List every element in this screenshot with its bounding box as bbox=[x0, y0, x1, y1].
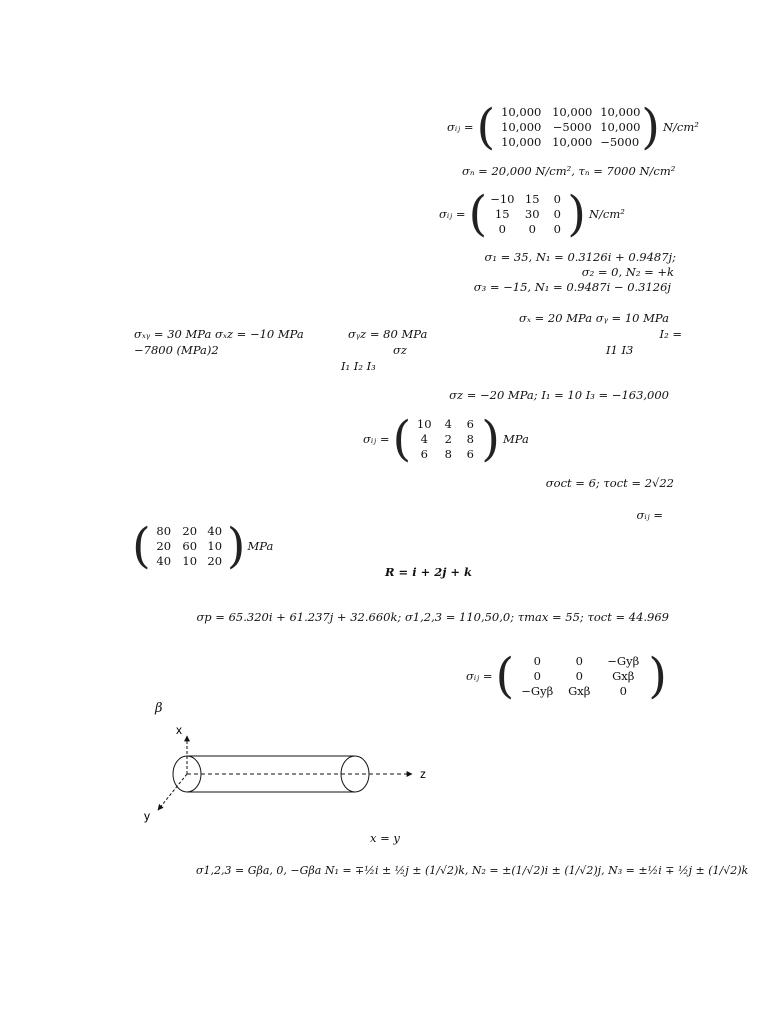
matrix-grid: 80 20 40 20 60 10 40 10 20 bbox=[156, 524, 223, 568]
answer-2-line1: σ₁ = 35, N₁ = 0.3126i + 0.9487j; bbox=[484, 250, 676, 264]
problem-3-i2-value: −7800 (MPa)2 bbox=[134, 343, 219, 357]
vector-r: R = i + 2j + k bbox=[385, 565, 472, 579]
problem-3-sigma-z: σz bbox=[393, 343, 407, 357]
stress-matrix-2: σᵢⱼ = ( −10 15 0 15 30 0 0 0 0 ) N/cm² bbox=[439, 186, 625, 242]
matrix-unit: MPa bbox=[247, 539, 274, 553]
y-axis bbox=[158, 774, 187, 810]
problem-3-i1-i3: I1 I3 bbox=[606, 343, 634, 357]
answer-2-line2: σ₂ = 0, N₂ = +k bbox=[581, 265, 674, 279]
problem-3-left: σₓᵧ = 30 MPa σₓz = −10 MPa bbox=[134, 327, 304, 341]
matrix-lhs: σᵢⱼ = bbox=[466, 669, 493, 683]
answer-6: σ1,2,3 = Gβa, 0, −Gβa N₁ = ∓½i ± ½j ± (1/√2)k, N₂ = ±(1/√2)i ± (1/√2)j, N₃ = ±½i ∓ ½j ± (1/√2)k bbox=[196, 864, 749, 877]
stress-matrix-1: σᵢⱼ = ( 10,000 10,000 10,000 10,000 −5000 10,000 10,000 10,000 −5000 ) N/cm² bbox=[447, 99, 699, 155]
answer-4: σoct = 6; τoct = 2√22 bbox=[545, 476, 674, 490]
answer-2-line3: σ₃ = −15, N₁ = 0.9487i − 0.3126j bbox=[473, 280, 671, 294]
matrix-grid: 10,000 10,000 10,000 10,000 −5000 10,000 10,000 10,000 −5000 bbox=[501, 105, 641, 149]
x-eq-y: x = y bbox=[370, 831, 400, 845]
matrix-lhs: σᵢⱼ = bbox=[363, 432, 390, 446]
matrix-grid: 0 0 −Gyβ 0 0 Gxβ −Gyβ Gxβ 0 bbox=[521, 654, 640, 698]
answer-5: σp = 65.320i + 61.237j + 32.660k; σ1,2,3 = 110,50,0; τmax = 55; τoct = 44.969 bbox=[196, 610, 669, 624]
problem-3-invariants: I₁ I₂ I₃ bbox=[341, 359, 376, 373]
stress-matrix-6: σᵢⱼ = ( 0 0 −Gyβ 0 0 Gxβ −Gyβ Gxβ 0 ) bbox=[466, 648, 667, 704]
problem-3-mid: σᵧz = 80 MPa bbox=[348, 327, 428, 341]
matrix-lhs: σᵢⱼ = bbox=[447, 120, 474, 134]
answer-1: σₙ = 20,000 N/cm², τₙ = 7000 N/cm² bbox=[462, 164, 676, 178]
beta-label: β bbox=[155, 701, 163, 716]
axis-y-label: y bbox=[144, 809, 150, 823]
matrix-unit: N/cm² bbox=[588, 207, 625, 221]
problem-3-i2-label: I₂ = bbox=[659, 327, 682, 341]
matrix-grid: −10 15 0 15 30 0 0 0 0 bbox=[490, 192, 561, 236]
matrix-5-lhs: σᵢⱼ = bbox=[636, 508, 663, 522]
matrix-lhs: σᵢⱼ = bbox=[439, 207, 466, 221]
matrix-unit: N/cm² bbox=[662, 120, 699, 134]
stress-matrix-5: ( 80 20 40 20 60 10 40 10 20 ) MPa bbox=[132, 518, 274, 574]
axis-z-label: z bbox=[420, 767, 426, 781]
stress-matrix-4: σᵢⱼ = ( 10 4 6 4 2 8 6 8 6 ) MPa bbox=[363, 411, 529, 467]
axis-x-label: x bbox=[176, 723, 182, 737]
matrix-grid: 10 4 6 4 2 8 6 8 6 bbox=[416, 417, 474, 461]
answer-3: σz = −20 MPa; I₁ = 10 I₃ = −163,000 bbox=[449, 388, 669, 402]
problem-3-right: σₓ = 20 MPa σᵧ = 10 MPa bbox=[519, 311, 669, 325]
matrix-unit: MPa bbox=[502, 432, 529, 446]
